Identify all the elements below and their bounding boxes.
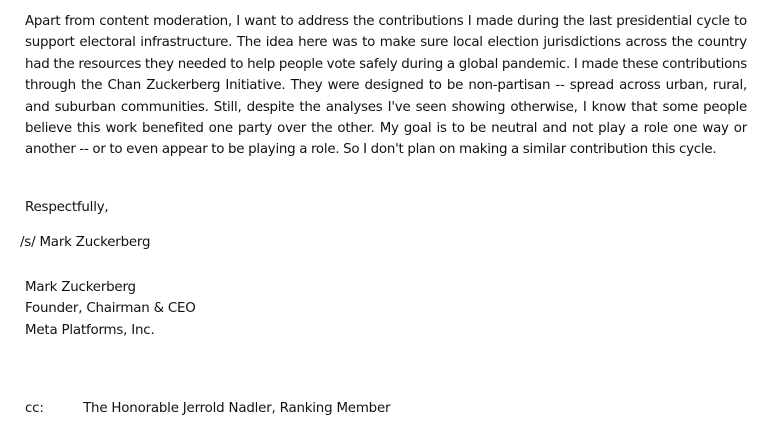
cc-recipient: The Honorable Jerrold Nadler, Ranking Member: [83, 401, 391, 416]
signer-block: [25, 277, 196, 341]
letter-closing: Respectfully,: [25, 200, 109, 215]
cc-label: cc:: [25, 401, 44, 416]
cc-line: [25, 398, 390, 419]
signer-company: Meta Platforms, Inc.: [25, 322, 155, 338]
letter-signature: /s/ Mark Zuckerberg: [20, 235, 151, 250]
signer-title: Founder, Chairman & CEO: [25, 301, 196, 317]
letter-body-paragraph: Apart from content moderation, I want to address the contributions I made during the last presidential cycle to support electoral infrastructure. The idea here was to make sure local election jurisdictions across the country had the resources they needed to help people vote safely during a global pandemic. I made these contributions through the Chan Zuckerberg Initiative. They were designed to be non-partisan -- spread across urban, rural, and suburban communities. Still, despite the analyses I've seen showing otherwise, I know that some people believe this work benefited one party over the other. My goal is to be neutral and not play a role one way or another -- or to even appear to be playing a role. So I don't plan on making a similar contribution this cycle.: [25, 14, 747, 158]
signer-name: Mark Zuckerberg: [25, 280, 136, 295]
